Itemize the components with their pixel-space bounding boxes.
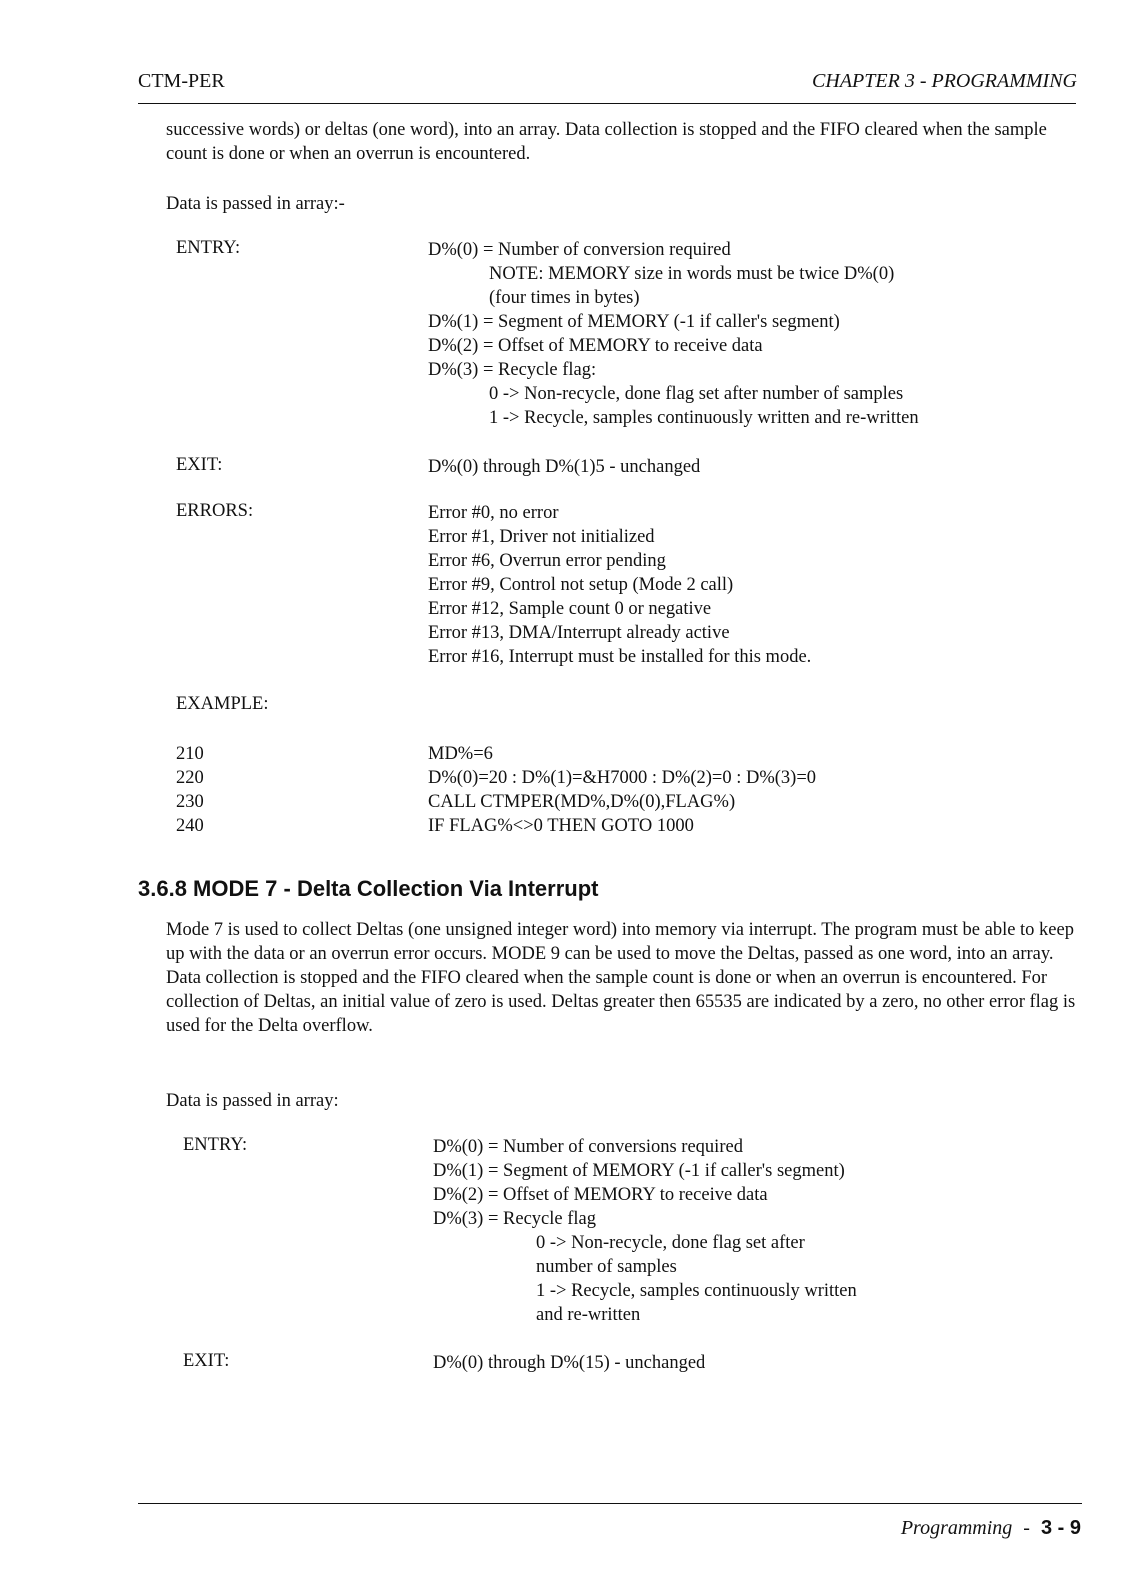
example-line-number: 240 [176, 816, 204, 836]
entry-line: D%(0) = Number of conversion required [428, 240, 731, 260]
entry-line: D%(0) = Number of conversions required [433, 1137, 743, 1157]
header-left: CTM-PER [138, 70, 225, 92]
entry-line: NOTE: MEMORY size in words must be twice D%(0) [489, 264, 895, 284]
data-passed-label: Data is passed in array: [166, 1091, 339, 1111]
error-line: Error #6, Overrun error pending [428, 551, 666, 571]
page-number: 3 - 9 [1040, 1517, 1081, 1539]
entry-line: (four times in bytes) [489, 288, 640, 308]
footer-rule [138, 1503, 1082, 1504]
entry-line: D%(2) = Offset of MEMORY to receive data [433, 1185, 768, 1205]
error-line: Error #12, Sample count 0 or negative [428, 599, 712, 619]
footer-section: Programming [900, 1517, 1013, 1539]
example-line-number: 230 [176, 792, 204, 812]
entry-line: number of samples [536, 1257, 677, 1277]
entry-line: D%(1) = Segment of MEMORY (-1 if caller's segment) [433, 1161, 845, 1181]
entry-line: 1 -> Recycle, samples continuously written [536, 1281, 857, 1301]
error-line: Error #13, DMA/Interrupt already active [428, 623, 730, 643]
example-line-code: D%(0)=20 : D%(1)=&H7000 : D%(2)=0 : D%(3)=0 [428, 768, 817, 788]
example-line-code: MD%=6 [428, 744, 493, 764]
mode7-paragraph: Mode 7 is used to collect Deltas (one unsigned integer word) into memory via interrupt. The program must be able to keep up with the data or an overrun error occurs. MODE 9 can be used to move the Deltas, passed as one word, into an array. Data collection is stopped and the FIFO cleared when the sample count is done or when an overrun is encountered. For collection of Deltas, an initial value of zero is used. Deltas greater then 65535 are indicated by a zero, no other error flag is used for the Delta overflow. [166, 920, 1076, 1036]
error-line: Error #0, no error [428, 503, 559, 523]
footer-separator: - [1023, 1517, 1030, 1539]
errors-label: ERRORS: [176, 501, 254, 521]
error-line: Error #1, Driver not initialized [428, 527, 655, 547]
entry-line: D%(1) = Segment of MEMORY (-1 if caller's segment) [428, 312, 840, 332]
entry-line: D%(2) = Offset of MEMORY to receive data [428, 336, 763, 356]
exit-label: EXIT: [183, 1351, 230, 1371]
exit-text: D%(0) through D%(1)5 - unchanged [428, 457, 701, 477]
example-label: EXAMPLE: [176, 694, 269, 714]
data-passed-label: Data is passed in array:- [166, 194, 345, 214]
entry-line: 0 -> Non-recycle, done flag set after [536, 1233, 805, 1253]
header-rule [138, 103, 1076, 104]
entry-label: ENTRY: [176, 238, 241, 258]
exit-label: EXIT: [176, 455, 223, 475]
entry-line: 1 -> Recycle, samples continuously written and re-written [489, 408, 919, 428]
example-line-code: IF FLAG%<>0 THEN GOTO 1000 [428, 816, 694, 836]
intro-paragraph: successive words) or deltas (one word), into an array. Data collection is stopped and the FIFO cleared when the sample count is done or when an overrun is encountered. [166, 120, 1047, 164]
entry-line: and re-written [536, 1305, 641, 1325]
example-line-code: CALL CTMPER(MD%,D%(0),FLAG%) [428, 792, 736, 812]
example-line-number: 210 [176, 744, 204, 764]
entry-line: 0 -> Non-recycle, done flag set after number of samples [489, 384, 904, 404]
header-right: CHAPTER 3 - PROGRAMMING [812, 70, 1077, 92]
section-heading: 3.6.8 MODE 7 - Delta Collection Via Interrupt [138, 876, 599, 901]
error-line: Error #16, Interrupt must be installed for this mode. [428, 647, 812, 667]
entry-line: D%(3) = Recycle flag: [428, 360, 597, 380]
entry-line: D%(3) = Recycle flag [433, 1209, 596, 1229]
entry-label: ENTRY: [183, 1135, 248, 1155]
page-footer [901, 1517, 1081, 1540]
example-line-number: 220 [176, 768, 204, 788]
exit-text: D%(0) through D%(15) - unchanged [433, 1353, 706, 1373]
error-line: Error #9, Control not setup (Mode 2 call) [428, 575, 734, 595]
